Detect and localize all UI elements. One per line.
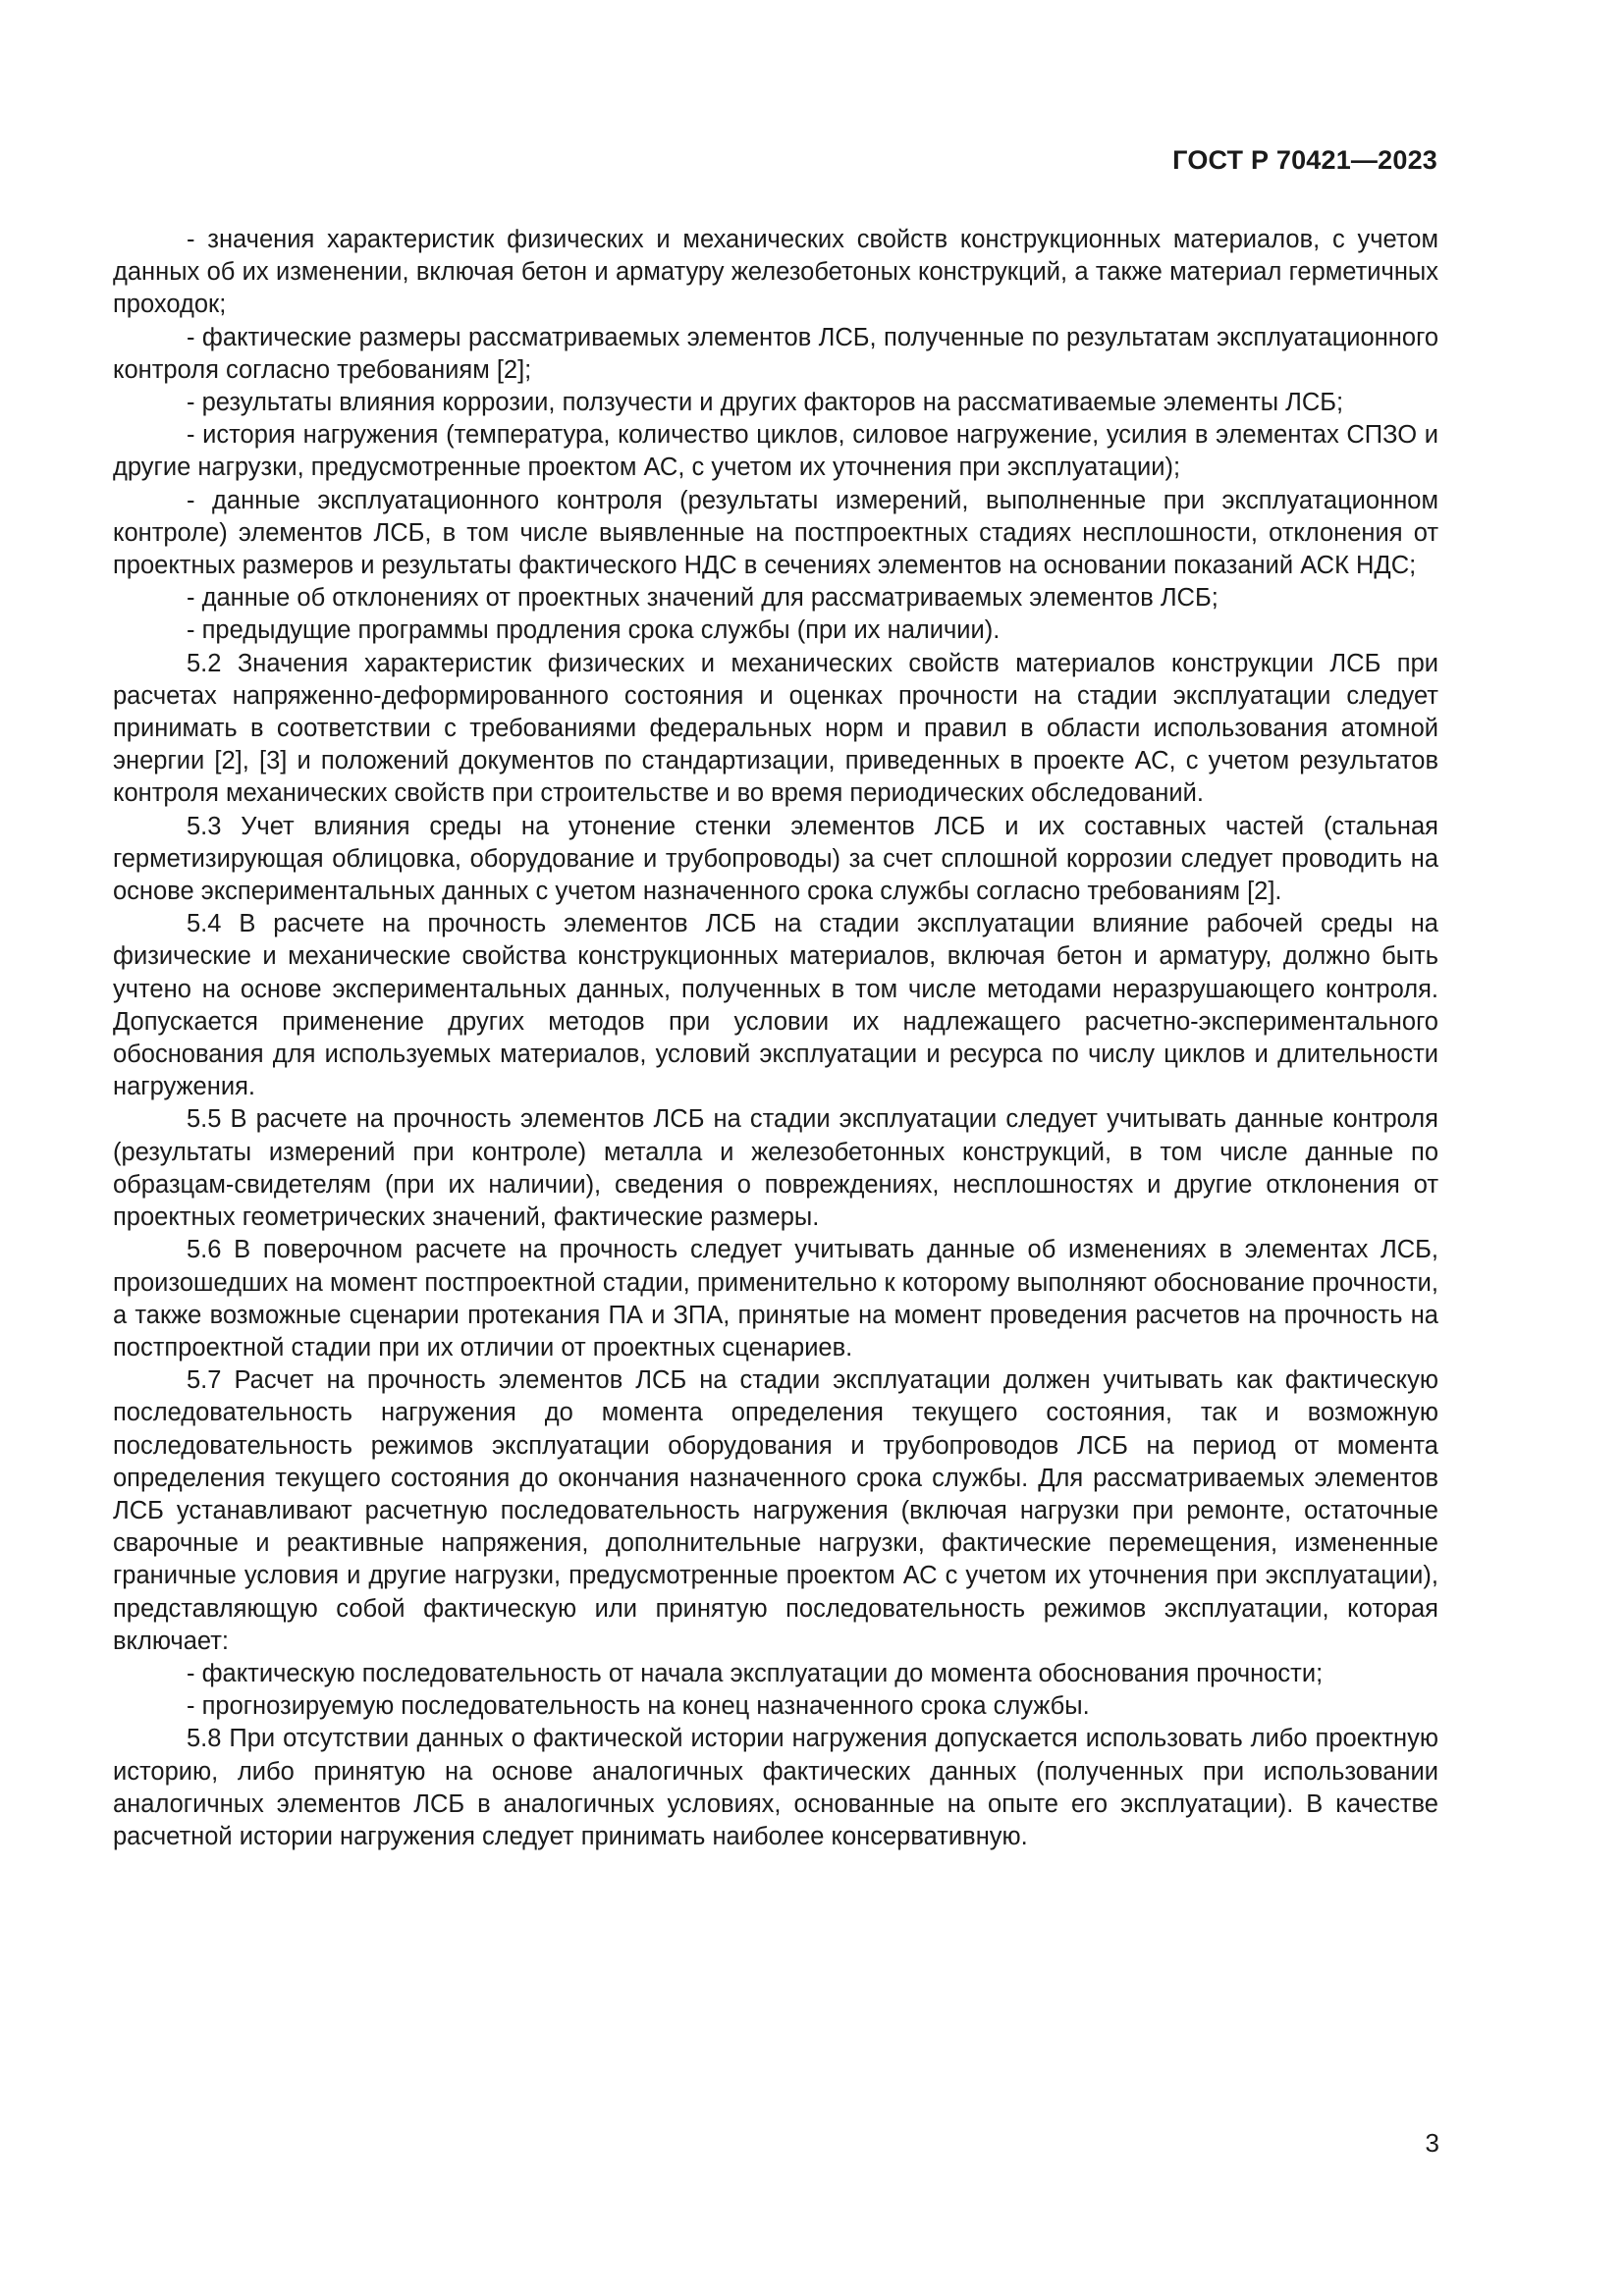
list-item-inspection-data: - данные эксплуатационного контроля (результаты измерений, выполненные при эксплуатационном контроле) элементов ЛСБ, в том числе выявленные на постпроектных стадиях несплошности, отклонения от проектных размеров и результаты фактического НДС в сечениях элементов на основании показаний АСК НДС; xyxy=(113,486,1438,580)
page-number: 3 xyxy=(1425,2128,1439,2158)
list-item-predicted-sequence: - прогнозируемую последовательность на конец назначенного срока службы. xyxy=(187,1692,1090,1721)
clause-5-6: 5.6 В поверочном расчете на прочность следует учитывать данные об изменениях в элементах ЛСБ, произошедших на момент постпроектной стадии, применительно к которому выполняют обоснование прочности, а также возможные сценарии протекания ПА и ЗПА, принятые на момент проведения расчетов на прочность на постпроектной стадии при их отличии от проектных сценариев. xyxy=(113,1236,1438,1362)
list-item-previous-programs: - предыдущие программы продления срока службы (при их наличии). xyxy=(187,616,1001,645)
clause-5-2: 5.2 Значения характеристик физических и механических свойств материалов конструкции ЛСБ при расчетах напряженно-деформированного состояния и оценках прочности на стадии эксплуатации следует принимать в соответствии с требованиями федеральных норм и правил в области использования атомной энергии [2], [3] и положений документов по стандартизации, приведенных в проекте АС, с учетом результатов контроля механических свойств при строительстве и во время периодических обследований. xyxy=(113,649,1438,808)
list-item-material-properties: - значения характеристик физических и механических свойств конструкционных материалов, с учетом данных об их изменении, включая бетон и арматуру железобетоных конструкций, а также материал герметичных проходок; xyxy=(113,226,1438,319)
clause-5-5: 5.5 В расчете на прочность элементов ЛСБ на стадии эксплуатации следует учитывать данные контроля (результаты измерений при контроле) металла и железобетонных конструкций, в том числе данные по образцам-свидетелям (при их наличии), сведения о повреждениях, несплошностях и другие отклонения от проектных геометрических значений, фактические размеры. xyxy=(113,1105,1438,1232)
clause-5-4: 5.4 В расчете на прочность элементов ЛСБ на стадии эксплуатации влияние рабочей среды на физические и механические свойства конструкционных материалов, включая бетон и арматуру, должно быть учтено на основе экспериментальных данных, полученных в том числе методами неразрушающего контроля. Допускается применение других методов при условии их надлежащего расчетно-экспериментального обоснования для используемых материалов, условий эксплуатации и ресурса по числу циклов и длительности нагружения. xyxy=(113,910,1438,1101)
document-designation: ГОСТ Р 70421—2023 xyxy=(1172,145,1437,175)
list-item-loading-history: - история нагружения (температура, количество циклов, силовое нагружение, усилия в элементах СПЗО и другие нагрузки, предусмотренные проектом АС, с учетом их уточнения при эксплуатации); xyxy=(113,421,1438,482)
clause-5-7: 5.7 Расчет на прочность элементов ЛСБ на стадии эксплуатации должен учитывать как фактическую последовательность нагружения до момента определения текущего состояния, так и возможную последовательность режимов эксплуатации оборудования и трубопроводов ЛСБ на период от момента определения текущего состояния до окончания назначенного срока службы. Для рассматриваемых элементов ЛСБ устанавливают расчетную последовательность нагружения (включая нагрузки при ремонте, остаточные сварочные и реактивные напряжения, дополнительные нагрузки, фактические перемещения, измененные граничные условия и другие нагрузки, предусмотренные проектом АС с учетом их уточнения при эксплуатации), представляющую собой фактическую или принятую последовательность режимов эксплуатации, которая включает: xyxy=(113,1366,1438,1655)
list-item-corrosion-effects: - результаты влияния коррозии, ползучести и других факторов на рассмативаемые элементы ЛСБ; xyxy=(187,389,1344,417)
list-item-deviation-data: - данные об отклонениях от проектных значений для рассматриваемых элементов ЛСБ; xyxy=(187,584,1218,613)
list-item-actual-sequence: - фактическую последовательность от начала эксплуатации до момента обоснования прочности; xyxy=(187,1659,1324,1687)
clause-5-3: 5.3 Учет влияния среды на утонение стенки элементов ЛСБ и их составных частей (стальная герметизирующая облицовка, оборудование и трубопроводы) за счет сплошной коррозии следует проводить на основе экспериментальных данных с учетом назначенного срока службы согласно требованиям [2]. xyxy=(113,812,1438,906)
clause-5-8: 5.8 При отсутствии данных о фактической истории нагружения допускается использовать либо проектную историю, либо принятую на основе аналогичных фактических данных (полученных при использовании аналогичных элементов ЛСБ в аналогичных условиях, основанные на опыте его эксплуатации). В качестве расчетной истории нагружения следует принимать наиболее консервативную. xyxy=(113,1725,1438,1850)
document-body xyxy=(113,224,1438,1853)
list-item-actual-dimensions: - фактические размеры рассматриваемых элементов ЛСБ, полученные по результатам эксплуатационного контроля согласно требованиям [2]; xyxy=(113,323,1438,384)
